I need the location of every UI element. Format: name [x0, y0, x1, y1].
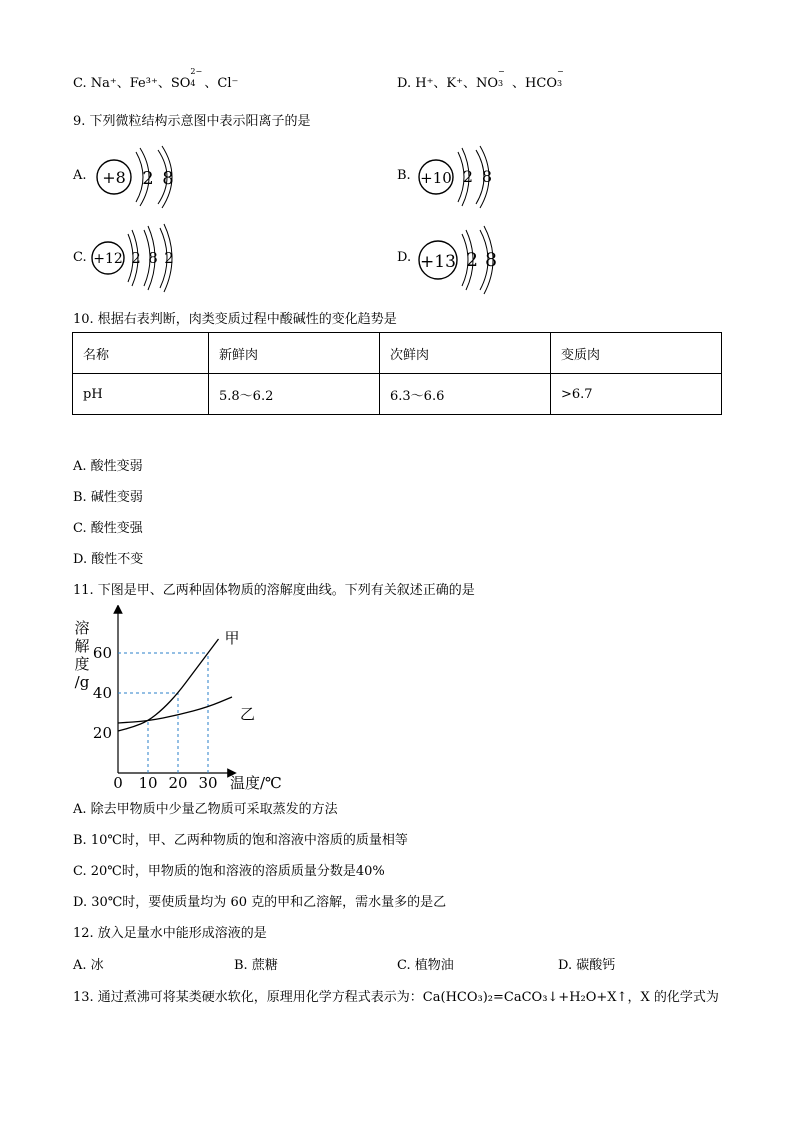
q10-option-b: B. 碱性变弱 — [73, 490, 143, 505]
q10-stem: 10. 根据右表判断，肉类变质过程中酸碱性的变化趋势是 — [73, 312, 397, 327]
series-label: 甲 — [224, 629, 240, 647]
y-tick-label: 40 — [92, 684, 112, 702]
q11-stem: 11. 下图是甲、乙两种固体物质的溶解度曲线。下列有关叙述正确的是 — [73, 583, 475, 598]
x-tick-label: 30 — [198, 774, 218, 792]
q11-option-d: D. 30℃时，要使质量均为 60 克的甲和乙溶解，需水量多的是乙 — [73, 895, 447, 910]
y-label-char: 度 — [74, 655, 90, 673]
atom-diagram-c — [88, 220, 198, 296]
series-label: 乙 — [240, 705, 256, 723]
q9-option-d-label: D. — [397, 250, 412, 265]
y-label-char: 解 — [74, 637, 90, 655]
q8-option-c: C. Na⁺、Fe³⁺、SO 2− 4 、Cl⁻ — [73, 67, 239, 91]
series-line-yi — [118, 697, 232, 723]
nucleus-charge-d: +13 — [420, 252, 456, 272]
q12-option-c: C. 植物油 — [397, 958, 454, 973]
q11-option-c: C. 20℃时，甲物质的饱和溶液的溶质质量分数是40% — [73, 864, 385, 879]
shell-1-c: 2 — [131, 249, 141, 267]
q10-option-c: C. 酸性变强 — [73, 521, 143, 536]
y-axis-label — [74, 619, 89, 691]
shell-1-a: 2 — [142, 168, 154, 189]
atom-diagram-b — [412, 140, 522, 214]
x-axis-label: 温度/℃ — [230, 774, 282, 792]
ph-table — [72, 332, 722, 415]
q12-option-a: A. 冰 — [73, 958, 104, 973]
table-cell: 变质肉 — [551, 333, 722, 374]
table-cell: >6.7 — [551, 374, 722, 415]
q13-stem: 13. 通过煮沸可将某类硬水软化，原理用化学方程式表示为：Ca(HCO₃)₂=CaCO₃↓+H₂O+X↑，X 的化学式为 — [73, 990, 719, 1005]
q9-option-c-label: C. — [73, 250, 87, 265]
table-cell: 5.8～6.2 — [209, 374, 380, 415]
nucleus-charge-c: +12 — [93, 251, 123, 267]
y-label-char: 溶 — [74, 619, 90, 637]
shell-1-d: 2 — [465, 249, 479, 271]
shell-2-c: 8 — [148, 249, 158, 267]
x-tick-label: 20 — [168, 774, 188, 792]
q8-option-d: D. H⁺、K⁺、NO − 3 、HCO − 3 — [397, 67, 564, 91]
x-tick-label: 0 — [113, 774, 123, 792]
q12-option-b: B. 蔗糖 — [234, 958, 278, 973]
atom-diagram-a — [88, 140, 198, 214]
q11-option-a: A. 除去甲物质中少量乙物质可采取蒸发的方法 — [73, 802, 338, 817]
table-row — [73, 374, 722, 415]
q10-option-d: D. 酸性不变 — [73, 552, 144, 567]
atom-diagram-d — [412, 220, 522, 300]
shell-2-d: 8 — [484, 249, 498, 271]
q12-option-d: D. 碳酸钙 — [558, 958, 616, 973]
shell-1-b: 2 — [462, 167, 474, 186]
table-row — [73, 333, 722, 374]
y-tick-label: 20 — [92, 724, 112, 742]
q12-stem: 12. 放入足量水中能形成溶液的是 — [73, 926, 267, 941]
shell-2-b: 8 — [481, 167, 493, 186]
q11-option-b: B. 10℃时，甲、乙两种物质的饱和溶液中溶质的质量相等 — [73, 833, 408, 848]
table-cell: 新鲜肉 — [209, 333, 380, 374]
table-cell: 名称 — [73, 333, 209, 374]
q9-option-a-label: A. — [73, 168, 87, 183]
table-cell: pH — [73, 374, 209, 415]
x-tick-label: 10 — [138, 774, 158, 792]
y-label-char: /g — [74, 673, 90, 691]
nucleus-charge-a: +8 — [102, 168, 126, 187]
y-tick-label: 60 — [92, 644, 112, 662]
nucleus-charge-b: +10 — [420, 169, 452, 187]
q10-option-a: A. 酸性变弱 — [73, 459, 143, 474]
q9-option-b-label: B. — [397, 168, 411, 183]
solubility-chart — [70, 605, 300, 795]
shell-3-c: 2 — [164, 249, 174, 267]
shell-2-a: 8 — [162, 168, 174, 189]
table-cell: 次鲜肉 — [380, 333, 551, 374]
q9-stem: 9. 下列微粒结构示意图中表示阳离子的是 — [73, 114, 311, 129]
table-cell: 6.3～6.6 — [380, 374, 551, 415]
